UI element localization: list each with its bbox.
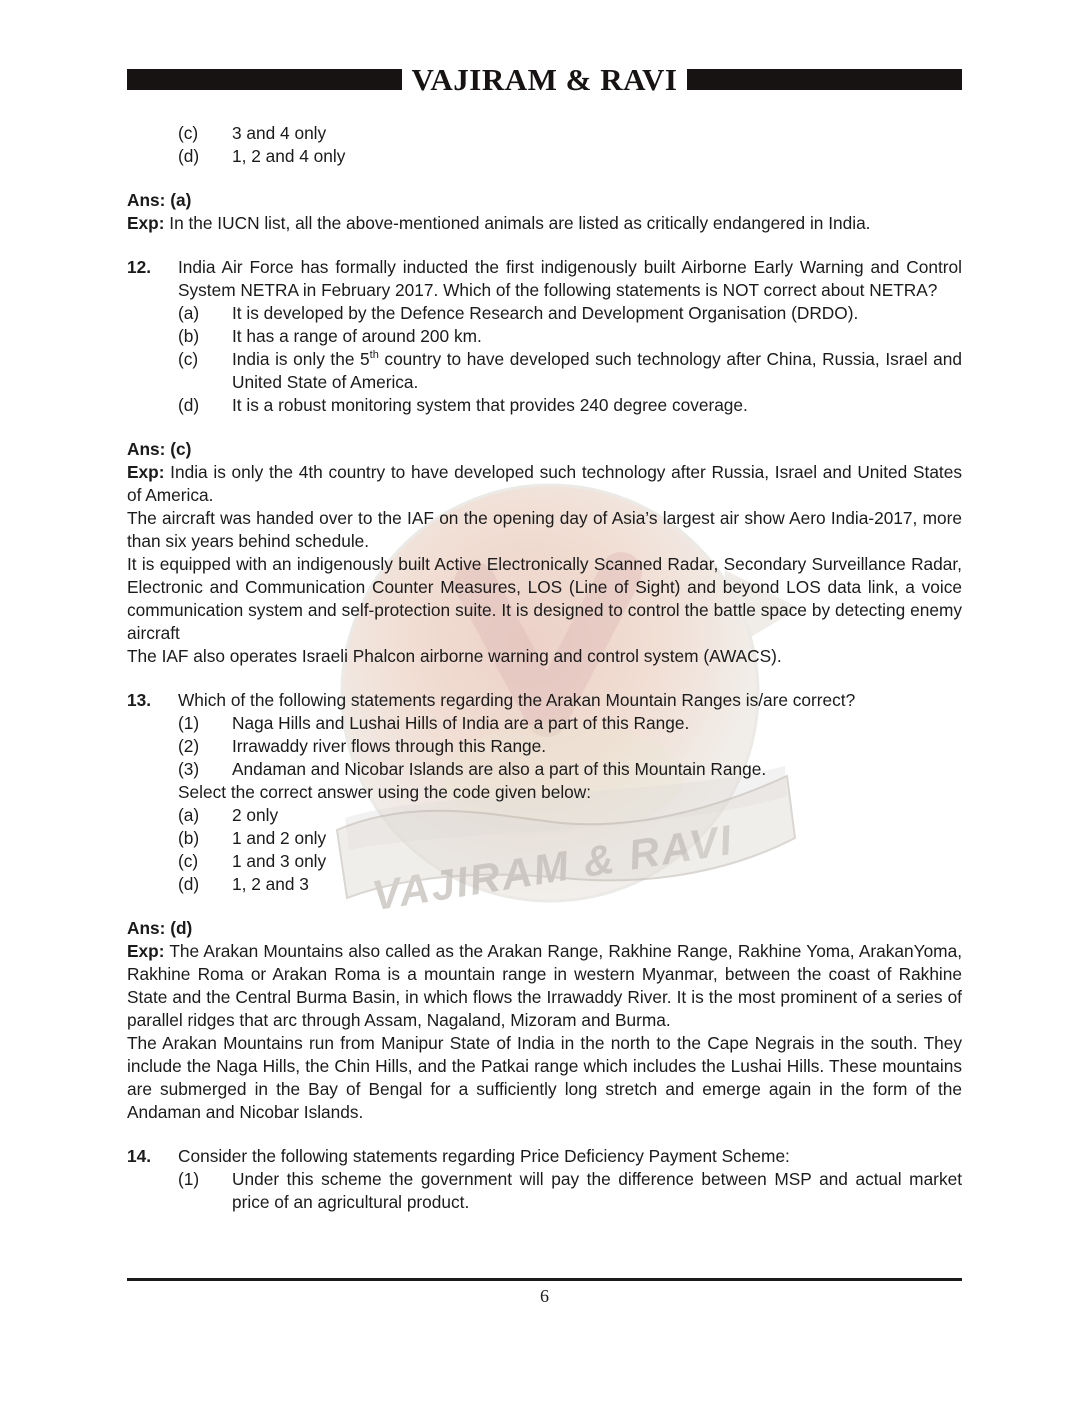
header-title: VAJIRAM & RAVI — [411, 61, 678, 97]
option-text-pre: India is only the 5 — [232, 349, 370, 369]
question-body — [178, 256, 962, 417]
question-text: India Air Force has formally inducted the first indigenously built Airborne Early Warning and Control System NETRA in February 2017. Which of the following statements is NOT correct about NETRA? — [178, 257, 962, 300]
page-number: 6 — [540, 1286, 549, 1306]
explanation-paragraph — [127, 212, 962, 235]
option-label: (d) — [178, 146, 200, 166]
option-label: (b) — [178, 326, 200, 346]
option-row — [178, 122, 962, 145]
statement-label: (3) — [178, 759, 200, 779]
option-label: (b) — [178, 828, 200, 848]
option-text: 1 and 2 only — [232, 828, 327, 848]
option-row — [178, 302, 962, 325]
statement-text: Naga Hills and Lushai Hills of India are a part of this Range. — [232, 713, 690, 733]
explanation-label: Exp: — [127, 213, 165, 233]
statement-label: (2) — [178, 736, 200, 756]
footer-rule — [127, 1278, 962, 1281]
answer-line — [127, 917, 962, 940]
question-block-12 — [127, 256, 962, 417]
statement-row — [178, 758, 962, 781]
option-text: 1, 2 and 3 — [232, 874, 309, 894]
option-label: (a) — [178, 805, 200, 825]
header-bar-left — [127, 69, 402, 90]
option-label: (c) — [178, 851, 199, 871]
explanation-paragraph: It is equipped with an indigenously built Active Electronically Scanned Radar, Secondary Surveillance Radar, Electronic and Communication Counter Measures, LOS (Line of Sight) and beyond LOS data link, a voice communication system and self-protection suite. It is designed to control the battle space by detecting enemy aircraft — [127, 554, 962, 643]
statement-text: Andaman and Nicobar Islands are also a part of this Mountain Range. — [232, 759, 767, 779]
option-text: 3 and 4 only — [232, 123, 327, 143]
page-content — [127, 122, 962, 1214]
option-text-superscript: th — [369, 349, 379, 362]
answer-value: (d) — [170, 918, 193, 938]
option-row — [178, 348, 962, 394]
answer-label: Ans: — [127, 190, 166, 210]
answer-line — [127, 189, 962, 212]
option-row — [178, 850, 962, 873]
option-row — [178, 827, 962, 850]
explanation-paragraph: The aircraft was handed over to the IAF on the opening day of Asia’s largest air show Aero India-2017, more than six years behind schedule. — [127, 508, 962, 551]
option-text: It is developed by the Defence Research and Development Organisation (DRDO). — [232, 303, 859, 323]
explanation-text: India is only the 4th country to have developed such technology after Russia, Israel and United States of America. — [127, 462, 962, 505]
option-row — [178, 145, 962, 168]
statement-label: (1) — [178, 1169, 200, 1189]
option-label: (d) — [178, 874, 200, 894]
question-text: Which of the following statements regarding the Arakan Mountain Ranges is/are correct? — [178, 690, 856, 710]
statement-row — [178, 712, 962, 735]
option-label: (d) — [178, 395, 200, 415]
question-number: 13. — [127, 690, 152, 710]
answer-line — [127, 438, 962, 461]
statement-label: (1) — [178, 713, 200, 733]
statement-row — [178, 735, 962, 758]
page-header — [127, 61, 962, 97]
header-bar-right — [687, 69, 962, 90]
statement-row — [178, 1168, 962, 1214]
option-label: (a) — [178, 303, 200, 323]
explanation-text: The Arakan Mountains also called as the Arakan Range, Rakhine Range, Rakhine Yoma, ArakanYoma, Rakhine Roma or Arakan Roma is a mountain range in western Myanmar, between the coast of Rakhine State and the Central Burma Basin, in which flows the Irrawaddy River. It is the most prominent of a series of parallel ridges that arc through Assam, Nagaland, Mizoram and Burma. — [127, 941, 962, 1030]
answer-label: Ans: — [127, 439, 166, 459]
explanation-paragraph — [127, 461, 962, 507]
option-text: It has a range of around 200 km. — [232, 326, 482, 346]
explanation-label: Exp: — [127, 462, 165, 482]
question-body — [178, 1145, 962, 1214]
intro-option-list — [127, 122, 962, 168]
statement-text: Under this scheme the government will pay the difference between MSP and actual market price of an agricultural product. — [232, 1169, 962, 1212]
explanation-paragraph: The IAF also operates Israeli Phalcon airborne warning and control system (AWACS). — [127, 646, 782, 666]
select-code-line: Select the correct answer using the code given below: — [178, 782, 592, 802]
option-row — [178, 325, 962, 348]
option-text — [232, 348, 962, 394]
option-text: 2 only — [232, 805, 279, 825]
statement-text: Irrawaddy river flows through this Range. — [232, 736, 547, 756]
question-text: Consider the following statements regarding Price Deficiency Payment Scheme: — [178, 1146, 790, 1166]
option-row — [178, 394, 962, 417]
explanation-text: In the IUCN list, all the above-mentioned animals are listed as critically endangered in India. — [169, 213, 871, 233]
option-text: It is a robust monitoring system that provides 240 degree coverage. — [232, 395, 748, 415]
question-body — [178, 689, 962, 896]
option-label: (c) — [178, 123, 199, 143]
watermark-text: VAJIRAM & RAVI — [368, 815, 737, 920]
option-row — [178, 804, 962, 827]
option-text: 1 and 3 only — [232, 851, 327, 871]
answer-label: Ans: — [127, 918, 166, 938]
option-row — [178, 873, 962, 896]
explanation-label: Exp: — [127, 941, 165, 961]
answer-value: (a) — [170, 190, 192, 210]
explanation-paragraph: The Arakan Mountains run from Manipur State of India in the north to the Cape Negrais in the south. They include the Naga Hills, the Chin Hills, and the Patkai range which includes the Lushai Hills. These mountains are submerged in the Bay of Bengal for a sufficiently long stretch and emerge again in the form of the Andaman and Nicobar Islands. — [127, 1033, 962, 1122]
option-text-post: country to have developed such technology after China, Russia, Israel and United State of America. — [232, 349, 962, 392]
question-number: 14. — [127, 1146, 152, 1166]
question-block-14 — [127, 1145, 962, 1214]
question-number: 12. — [127, 257, 152, 277]
option-label: (c) — [178, 349, 199, 369]
option-text: 1, 2 and 4 only — [232, 146, 346, 166]
explanation-paragraph — [127, 940, 962, 1032]
answer-value: (c) — [170, 439, 192, 459]
question-block-13 — [127, 689, 962, 896]
